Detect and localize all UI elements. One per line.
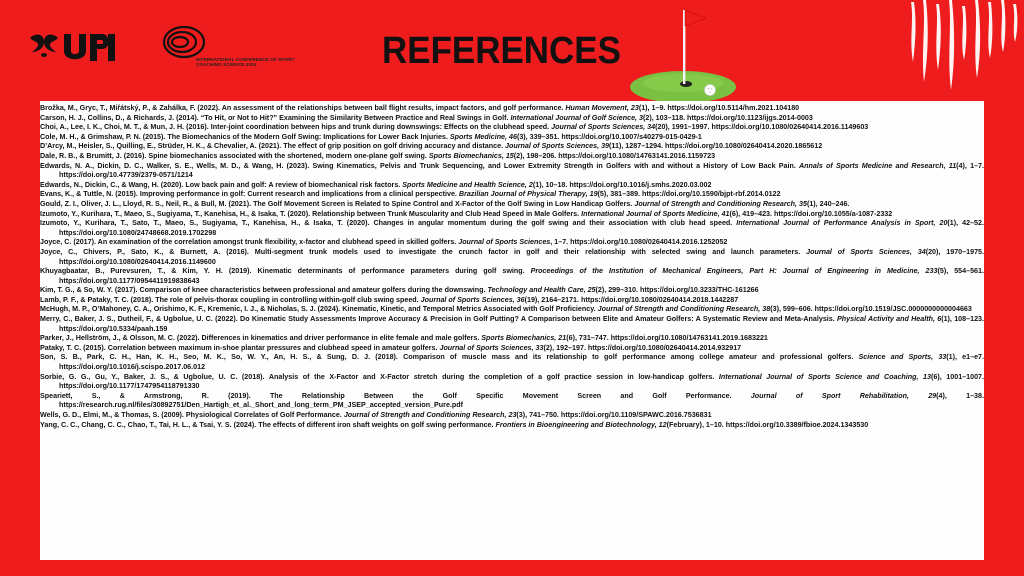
- reference-details: (6), 731–747. https://doi.org/10.1080/14763141.2019.1683221: [566, 334, 768, 343]
- reference-journal: International Journal of Performance Analysis in Sport, 20: [736, 219, 948, 228]
- reference-details: (6), 419–423. https://doi.org/10.1055/a-1087-2332: [729, 209, 893, 218]
- reference-journal: Journal of Sports Sciences: [458, 238, 551, 247]
- reference-journal: Journal of Strength and Conditioning Research, 23: [343, 411, 517, 419]
- reference-entry: [40, 286, 984, 296]
- reference-text: Sorbie, G. G., Gu, Y., Baker, J. S., & Ugbolue, U. C. (2018). Analysis of the X-Factor and X-Factor stretch during the completion of a golf practice session in low-handicap golfers.: [40, 372, 719, 381]
- upi-logo-icon: [28, 26, 143, 66]
- reference-details: (3), 741–750. https://doi.org/10.1109/SPAWC.2016.7536831: [516, 411, 712, 419]
- reference-text: Merry, C., Baker, J. S., Dutheil, F., & Ugbolue, U. C. (2022). Do Kinematic Study Assessments Improve Accuracy & Precision in Golf Putting? A Comparison between Elite and Amateur Golfers: A Systematic Review and Meta-Analysis.: [40, 315, 838, 324]
- reference-journal: Sports Biomechanics, 21: [481, 334, 567, 343]
- reference-text: Pataky, T. C. (2015). Correlation between maximum in-shoe plantar pressures and clubhead speed in amateur golfers.: [40, 343, 440, 352]
- reference-entry: [40, 210, 984, 220]
- reference-text: Cole, M. H., & Grimshaw, P. N. (2015). The Biomechanics of the Modern Golf Swing: Implications for Lower Back Injuries.: [40, 132, 450, 141]
- conference-logo-icon: [158, 22, 288, 78]
- decorative-stripes-icon: [905, 0, 1024, 96]
- reference-entry: [40, 190, 984, 200]
- reference-text: Wells, G. D., Elmi, M., & Thomas, S. (2009). Physiological Correlates of Golf Performance.: [40, 411, 344, 419]
- reference-journal: Science and Sports, 33: [858, 353, 947, 362]
- reference-entry: [40, 334, 984, 344]
- reference-entry: [40, 267, 984, 286]
- reference-entry: [40, 238, 984, 248]
- reference-details: (4), 1–38. https://research.rug.nl/files/30892751/Den_Hartigh_et_al._Short_and_long_term_PM_JSEP_accepted_version_Pure.pdf: [59, 391, 984, 410]
- reference-journal: International Journal of Sports Science and Coaching, 13: [718, 372, 931, 381]
- reference-text: Brožka, M., Gryc, T., Miřátský, P., & Zahálka, F. (2022). An assessment of the relationships between ball flight results, impact factors, and golf performance.: [40, 104, 566, 112]
- reference-details: (11), 1287–1294. https://doi.org/10.1080/02640414.2020.1865612: [609, 142, 823, 151]
- page-title: REFERENCES: [382, 30, 621, 72]
- reference-text: Khuyagbaatar, B., Purevsuren, T., & Kim, Y. H. (2019). Kinematic determinants of performance parameters during golf swing.: [40, 267, 531, 276]
- reference-details: (20), 1991–1997. https://doi.org/10.1080/02640414.2016.1149603: [655, 123, 869, 132]
- reference-details: (2), 192–197. https://doi.org/10.1080/02640414.2014.932917: [543, 343, 742, 352]
- reference-details: (3), 599–606. https://doi.org/10.1519/JSC.0000000000004663: [770, 305, 972, 314]
- reference-text: Choi, A., Lee, I. K., Choi, M. T., & Mun, J. H. (2016). Inter-joint coordination between hips and trunk during downswings: Effects on the clubhead speed.: [40, 123, 552, 132]
- reference-entry: [40, 315, 984, 334]
- reference-entry: [40, 392, 984, 411]
- reference-journal: Journal of Sports Sciences, 39: [505, 142, 610, 151]
- reference-details: (1), 42–52. https://doi.org/10.1080/24748668.2019.1702298: [59, 219, 984, 237]
- reference-text: Izumoto, Y., Kurihara, T., Sato, T., Maeo, S., Sugiyama, T., Kanehisa, H., & Isaka, T. (2020). Changes in angular momentum during the golf swing and their association with club head speed.: [40, 219, 737, 228]
- reference-entry: [40, 296, 984, 306]
- reference-entry: [40, 104, 984, 114]
- reference-details: (4), 1–7. https://doi.org/10.47739/2379-0571/1214: [59, 161, 984, 180]
- reference-journal: Journal of Strength and Conditioning Research, 38: [597, 305, 771, 314]
- reference-journal: Sports Biomechanics, 15: [428, 151, 514, 160]
- reference-text: Parker, J., Hellström, J., & Olsson, M. C. (2022). Differences in kinematics and driver performance in elite female and male golfers.: [40, 334, 482, 343]
- reference-journal: Frontiers in Bioengineering and Biotechnology, 12: [495, 420, 667, 429]
- reference-entry: [40, 181, 984, 191]
- reference-text: Speariett, S., & Armstrong, R. (2019). The Relationship Between the Golf Specific Movement Screen and Golf Performance.: [40, 391, 751, 400]
- reference-entry: [40, 248, 984, 267]
- reference-journal: Journal of Sports Sciences, 33: [439, 343, 544, 352]
- reference-text: Carson, H. J., Collins, D., & Richards, J. (2014). “To Hit, or Not to Hit?” Examining the Similarity Between Practice and Real Swings in Golf.: [40, 113, 511, 122]
- reference-details: (2), 299–310. https://doi.org/10.3233/THC-161266: [595, 286, 759, 295]
- reference-entry: [40, 152, 984, 162]
- reference-details: (5), 381–389. https://doi.org/10.1590/bjpt-rbf.2014.0122: [597, 190, 781, 199]
- reference-journal: International Journal of Golf Science, 3: [510, 113, 643, 122]
- reference-entry: [40, 353, 984, 372]
- reference-journal: Sports Medicine and Health Science, 2: [402, 180, 533, 189]
- reference-journal: Journal of Sports Sciences, 34: [806, 247, 926, 256]
- reference-entry: [40, 373, 984, 392]
- reference-journal: International Journal of Sports Medicine, 41: [581, 209, 730, 218]
- reference-entry: [40, 344, 984, 354]
- reference-journal: Annals of Sports Medicine and Research, 11: [799, 161, 957, 170]
- reference-details: (February), 1–10. https://doi.org/10.3389/fbioe.2024.1343530: [666, 420, 869, 429]
- reference-text: Edwards, N. A., Dickin, D. C., Walker, S. E., Wells, M. D., & Wang, H. (2023). Swing Kinematics, Pelvis and Trunk Sequencing, and Lower Extremity Strength in Golfers with and without a History of Low Back Pain.: [40, 161, 800, 170]
- reference-details: (3), 339–351. https://doi.org/10.1007/s40279-015-0429-1: [516, 132, 702, 141]
- reference-text: Dale, R. B., & Brumitt, J. (2016). Spine biomechanics associated with the shortened, modern one-plane golf swing.: [40, 151, 429, 160]
- reference-text: Evans, K., & Tuttle, N. (2015). Improving performance in golf: Current research and implications from a clinical perspective.: [40, 190, 459, 199]
- reference-text: Yang, C. C., Chang, C. C., Chao, T., Tai, H. L., & Tsai, Y. S. (2024). The effects of different iron shaft weights on golf swing performance.: [40, 420, 496, 429]
- reference-journal: Human Movement, 23: [565, 104, 639, 112]
- reference-entry: [40, 142, 984, 152]
- reference-details: , 1–7. https://doi.org/10.1080/02640414.2016.1252052: [550, 238, 728, 247]
- reference-details: (1), 240–246.: [806, 199, 850, 208]
- reference-text: McHugh, M. P., O’Mahoney, C. A., Orishimo, K. F., Kremenic, I. J., & Nicholas, S. J. (2024). Kinematic, Kinetic, and Temporal Metrics Associated with Golf Proficiency.: [40, 305, 598, 314]
- reference-text: D’Arcy, M., Heisler, S., Quilling, E., Strüder, H. K., & Chevalier, A. (2021). The effect of grip position on golf driving accuracy and distance.: [40, 142, 506, 151]
- reference-details: (1), 108–123. https://doi.org/10.5334/paah.159: [59, 315, 984, 333]
- reference-text: Izumoto, Y., Kurihara, T., Maeo, S., Sugiyama, T., Kanehisa, H., & Isaka, T. (2020). Relationship between Trunk Muscularity and Club Head Speed in Male Golfers.: [40, 209, 582, 218]
- reference-details: (20), 1970–1975. https://doi.org/10.1080/02640414.2016.1149600: [59, 247, 984, 266]
- reference-details: (1), e1–e7. https://doi.org/10.1016/j.scispo.2017.06.012: [59, 353, 984, 372]
- reference-details: (1), 1–9. https://doi.org/10.5114/hm.2021.104180: [638, 104, 800, 112]
- reference-journal: Physical Activity and Health, 6: [837, 315, 942, 324]
- golf-flag-icon: [628, 4, 738, 104]
- reference-journal: Journal of Sports Sciences, 36: [420, 295, 525, 304]
- reference-details: (1), 10–18. https://doi.org/10.1016/j.smhs.2020.03.002: [532, 180, 712, 189]
- reference-journal: Journal of Strength and Conditioning Research, 35: [634, 199, 807, 208]
- golf-ball-icon: [705, 85, 716, 96]
- reference-details: (2), 198–206. https://doi.org/10.1080/14763141.2016.1159723: [513, 151, 716, 160]
- reference-journal: Sports Medicine, 46: [449, 132, 517, 141]
- reference-text: Kim, T. G., & So, W. Y. (2017). Comparison of knee characteristics between professional and amateur golfers during the downswing.: [40, 286, 488, 295]
- reference-journal: Proceedings of the Institution of Mechanical Engineers, Part H: Journal of Engineering in Medicine, 233: [530, 267, 938, 276]
- reference-text: Gould, Z. I., Oliver, J. L., Lloyd, R. S., Neil, R., & Bull, M. (2021). The Golf Movement Screen is Related to Spine Control and X-Factor of the Golf Swing in Low Handicap Golfers.: [40, 199, 635, 208]
- reference-entry: [40, 162, 984, 181]
- reference-text: Son, S. B., Park, C. H., Han, K. H., Seo, M. K., So, W. Y., An, H. S., & Sung, D. J. (2018). Comparison of muscle mass and its relationship to golf performance among college amateur and professional golfers.: [40, 353, 859, 362]
- reference-entry: [40, 200, 984, 210]
- reference-entry: [40, 305, 984, 315]
- reference-entry: [40, 123, 984, 133]
- reference-details: (2), 103–118. https://doi.org/10.1123/ijgs.2014-0003: [642, 113, 813, 122]
- reference-text: Lamb, P. F., & Pataky, T. C. (2018). The role of pelvis-thorax coupling in controlling within-golf club swing speed.: [40, 295, 421, 304]
- reference-text: Joyce, C., Chivers, P., Sato, K., & Burnett, A. (2016). Multi-segment trunk models used to investigate the crunch factor in golf and their relationship with selected swing and launch parameters.: [40, 247, 807, 256]
- reference-journal: Journal of Sport Rehabilitation, 29: [750, 391, 937, 400]
- reference-journal: Journal of Sports Sciences, 34: [551, 123, 656, 132]
- reference-entry: [40, 411, 984, 421]
- reference-entry: [40, 133, 984, 143]
- reference-details: (6), 1001–1007. https://doi.org/10.1177/1747954118791330: [59, 372, 985, 391]
- reference-entry: [40, 114, 984, 124]
- conference-name: INTERNATIONAL CONFERENCE OF SPORT COACHING SCIENCE 2024: [196, 57, 295, 68]
- references-panel: [40, 101, 984, 560]
- reference-text: Joyce, C. (2017). An examination of the correlation amongst trunk flexibility, x-factor and clubhead speed in skilled golfers.: [40, 238, 459, 247]
- reference-journal: Technology and Health Care, 25: [487, 286, 596, 295]
- reference-entry: [40, 219, 984, 238]
- reference-text: Edwards, N., Dickin, C., & Wang, H. (2020). Low back pain and golf: A review of biomechanical risk factors.: [40, 180, 403, 189]
- reference-journal: Brazilian Journal of Physical Therapy, 19: [458, 190, 598, 199]
- reference-details: (5), 554–561. https://doi.org/10.1177/0954411919838643: [59, 267, 984, 285]
- reference-details: (19), 2164–2171. https://doi.org/10.1080/02640414.2018.1442287: [524, 295, 739, 304]
- reference-entry: [40, 421, 984, 431]
